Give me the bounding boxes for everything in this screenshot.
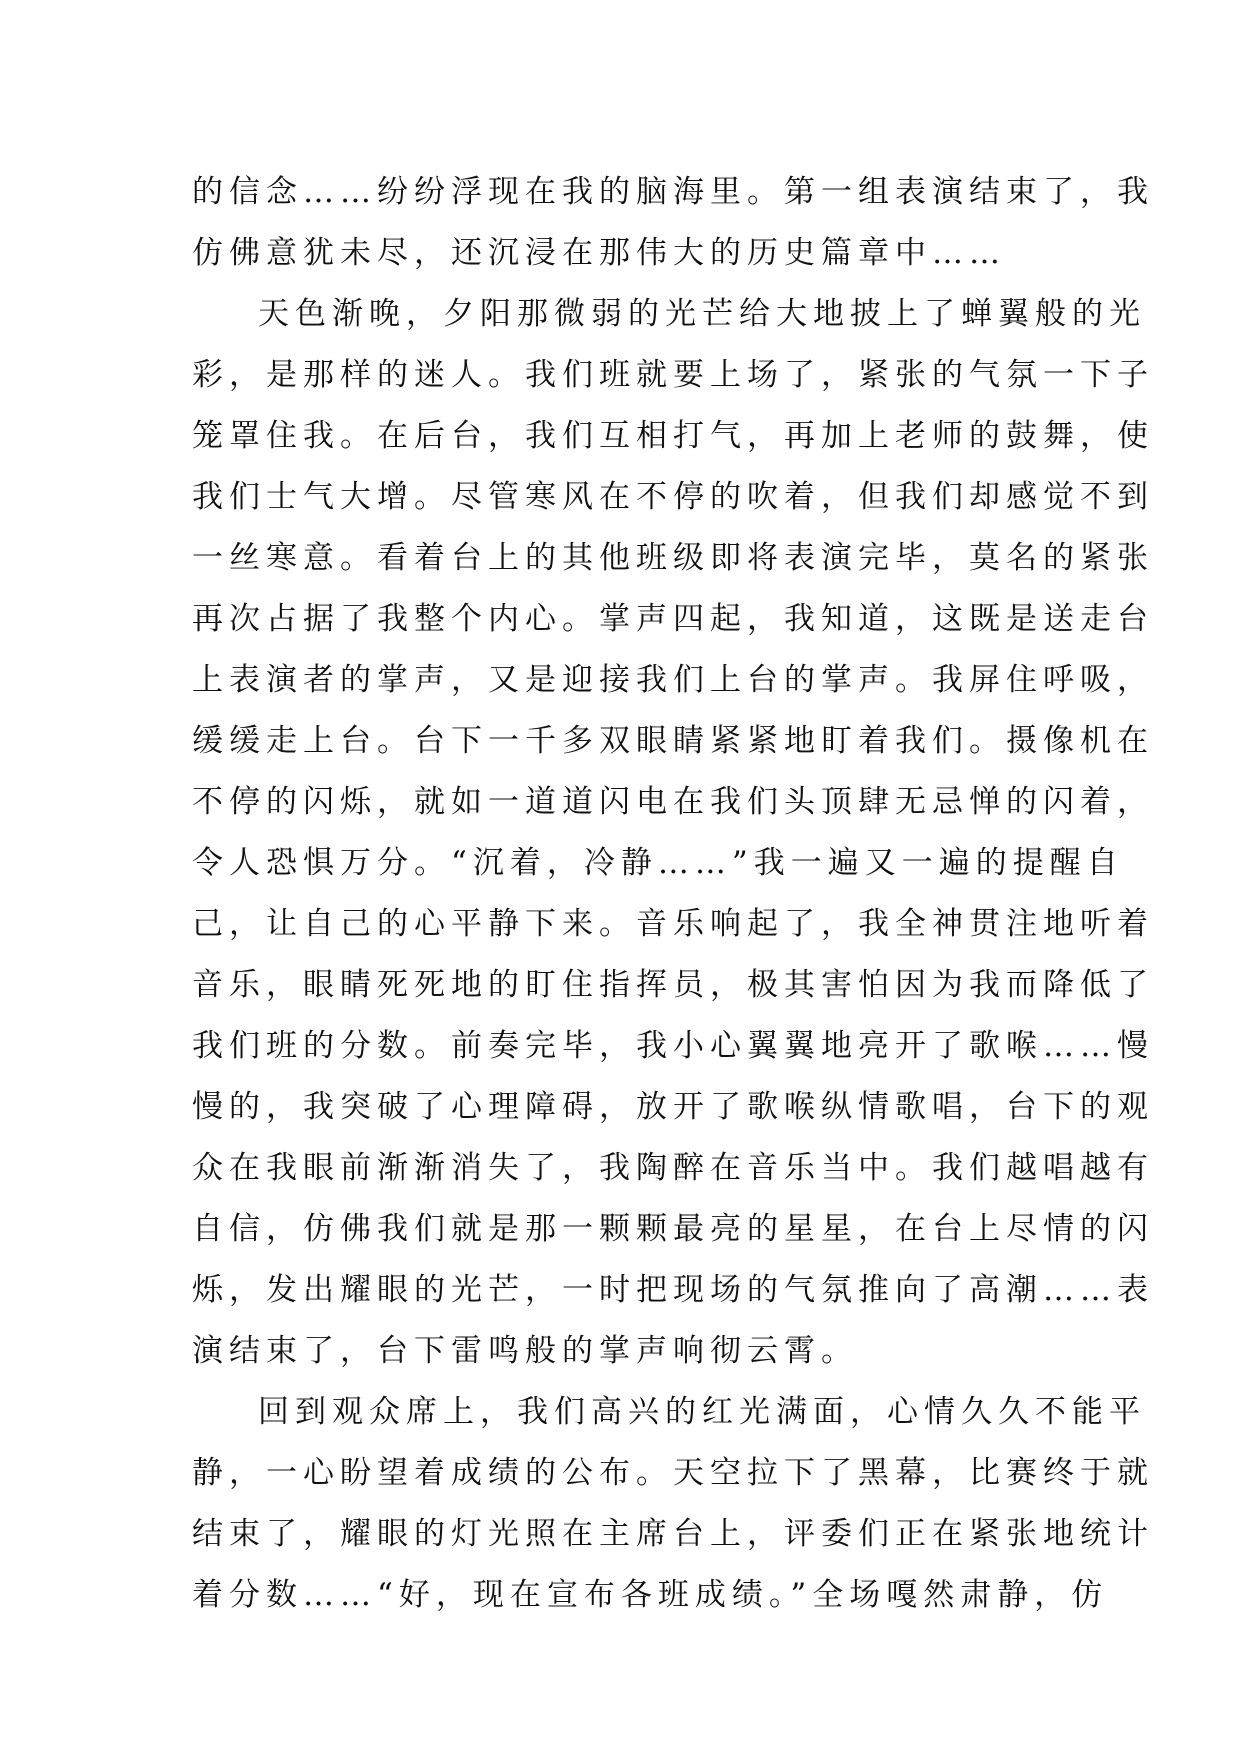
text-line: 己，让自己的心平静下来。音乐响起了，我全神贯注地听着 (192, 906, 1154, 942)
paragraph-2 (192, 284, 1154, 1382)
text-line: 着分数……“好，现在宣布各班成绩。”全场嘎然肃静，仿 (192, 1577, 1109, 1613)
text-line: 结束了，耀眼的灯光照在主席台上，评委们正在紧张地统计 (192, 1516, 1154, 1552)
text-line: 的信念……纷纷浮现在我的脑海里。第一组表演结束了，我 (192, 174, 1154, 210)
text-line: 彩，是那样的迷人。我们班就要上场了，紧张的气氛一下子 (192, 357, 1154, 393)
text-line: 回到观众席上，我们高兴的红光满面，心情久久不能平 (258, 1394, 1146, 1430)
text-line: 天色渐晚，夕阳那微弱的光芒给大地披上了蝉翼般的光 (258, 296, 1146, 332)
text-line: 众在我眼前渐渐消失了，我陶醉在音乐当中。我们越唱越有 (192, 1150, 1154, 1186)
text-line: 上表演者的掌声，又是迎接我们上台的掌声。我屏住呼吸， (192, 662, 1154, 698)
text-line: 慢的，我突破了心理障碍，放开了歌喉纵情歌唱，台下的观 (192, 1089, 1154, 1125)
text-line: 自信，仿佛我们就是那一颗颗最亮的星星，在台上尽情的闪 (192, 1211, 1154, 1247)
text-line: 静，一心盼望着成绩的公布。天空拉下了黑幕，比赛终于就 (192, 1455, 1154, 1491)
text-line: 缓缓走上台。台下一千多双眼睛紧紧地盯着我们。摄像机在 (192, 723, 1154, 759)
text-line: 笼罩住我。在后台，我们互相打气，再加上老师的鼓舞，使 (192, 418, 1154, 454)
text-line: 一丝寒意。看着台上的其他班级即将表演完毕，莫名的紧张 (192, 540, 1154, 576)
text-line: 仿佛意犹未尽，还沉浸在那伟大的历史篇章中…… (192, 235, 1006, 271)
text-line: 音乐，眼睛死死地的盯住指挥员，极其害怕因为我而降低了 (192, 967, 1154, 1003)
paragraph-1 (192, 162, 1154, 284)
text-line: 再次占据了我整个内心。掌声四起，我知道，这既是送走台 (192, 601, 1154, 637)
text-line: 我们士气大增。尽管寒风在不停的吹着，但我们却感觉不到 (192, 479, 1154, 515)
text-line: 不停的闪烁，就如一道道闪电在我们头顶肆无忌惮的闪着， (192, 784, 1154, 820)
paragraph-3 (192, 1382, 1154, 1626)
text-line: 令人恐惧万分。“沉着，冷静……”我一遍又一遍的提醒自 (192, 845, 1124, 881)
text-line: 演结束了，台下雷鸣般的掌声响彻云霄。 (192, 1333, 858, 1369)
text-line: 烁，发出耀眼的光芒，一时把现场的气氛推向了高潮……表 (192, 1272, 1154, 1308)
text-line: 我们班的分数。前奏完毕，我小心翼翼地亮开了歌喉……慢 (192, 1028, 1154, 1064)
body-text (192, 162, 1154, 1626)
